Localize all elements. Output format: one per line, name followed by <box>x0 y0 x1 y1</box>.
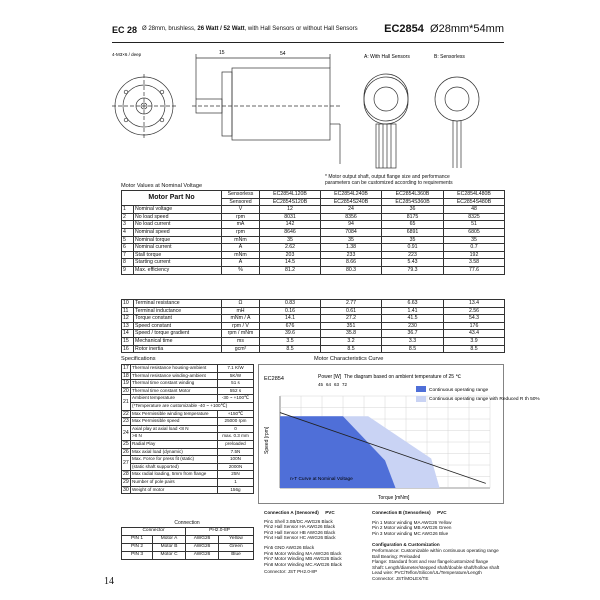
row-number: 15 <box>122 337 134 345</box>
row-name: Speed constant <box>134 322 222 330</box>
spec-row <box>122 418 254 426</box>
row-value: 8031 <box>260 213 321 221</box>
table-row <box>122 213 505 221</box>
row-value: 27.2 <box>321 315 382 323</box>
row-value: 8.66 <box>321 259 382 267</box>
motor-constants-table <box>121 299 505 353</box>
pin-row: Pin 2 Motor winding MB AWG26 Green <box>372 525 452 531</box>
legend-entry: Continuous operating range <box>429 388 489 393</box>
model-sensorless: EC2854L240B <box>321 191 382 199</box>
row-name: No load speed <box>134 213 222 221</box>
spec-value: 100N <box>218 456 254 464</box>
spec-row <box>122 463 254 471</box>
sensored-label: Sensored <box>222 198 260 206</box>
row-unit: mA <box>222 221 260 229</box>
spec-value: 1 <box>218 478 254 486</box>
row-unit: ms <box>222 337 260 345</box>
view-a-label: A: With Hall Sensors <box>364 54 410 60</box>
row-name: Nominal voltage <box>134 206 222 214</box>
row-value: 8356 <box>321 213 382 221</box>
connection-cell: AWG26 <box>186 536 219 544</box>
spec-name: Max Permissible winding temperature <box>131 410 218 418</box>
connection-cell: PIN 3 <box>122 552 153 560</box>
spec-number: 30 <box>123 486 129 493</box>
spec-row <box>122 365 254 373</box>
row-value: 94 <box>321 221 382 229</box>
row-value: 6891 <box>382 228 444 236</box>
row-value: 8646 <box>260 228 321 236</box>
page-number: 14 <box>104 576 114 587</box>
row-value: 233 <box>321 251 382 259</box>
row-name: Starting current <box>134 259 222 267</box>
side-view-flange <box>222 72 232 136</box>
table-row <box>122 228 505 236</box>
row-name: Mechanical time <box>134 337 222 345</box>
spec-number: 22 <box>123 410 129 417</box>
spec-row <box>122 433 254 441</box>
pin-row: Pin4 Hall Sensor HC AWG26 Black <box>264 535 336 541</box>
row-number: 13 <box>122 322 134 330</box>
connection-cell: Blue <box>219 552 254 560</box>
y-axis-label: Speed [rpm] <box>264 426 270 454</box>
chart-title: The diagram based on ambient temperature of 25 ℃ <box>344 374 462 380</box>
row-value: 6.63 <box>382 300 444 308</box>
row-value: 12 <box>260 206 321 214</box>
table-row <box>122 221 505 229</box>
table-row <box>122 300 505 308</box>
connection-a: Connection A (Sensored) PVC Pin1 Shell 3.0B/DC AWG26 Black Pin2 Hall Sensor HA AWG26 Black Pin3 Hall Sensor HB AWG26 Black Pin4 Hall Sensor HC AWG26 Black Pin5 GND AWG26 Black Pin6 Motor Winding MA AWG26 Black Pin7 Motor Winding MB AWG26 Black Pin8 Motor Winding MC AWG26 Black Connector: JST PH2.0-8P <box>264 510 364 575</box>
spec-row <box>122 478 254 486</box>
spec-number: 21 <box>122 395 131 410</box>
row-value: 39.6 <box>260 330 321 338</box>
spec-row <box>122 372 254 380</box>
row-value: 351 <box>321 322 382 330</box>
spec-name: Weight of motor <box>131 486 218 494</box>
row-value: 5.43 <box>382 259 444 267</box>
spec-name: Axial play at axial load <8 N <box>131 425 218 433</box>
row-value: 203 <box>260 251 321 259</box>
spec-row <box>122 395 254 403</box>
spec-number: 24 <box>122 425 131 440</box>
row-value: 7084 <box>321 228 382 236</box>
connection-table <box>121 527 254 560</box>
spec-name: Radial Play <box>131 440 218 448</box>
config-line: Connector: JST/MOLEX/TE <box>372 575 429 581</box>
connection-cell: AWG26 <box>186 552 219 560</box>
table-row <box>122 244 505 252</box>
row-number: 16 <box>122 345 134 353</box>
model-sensored: EC2854S120B <box>260 198 321 206</box>
row-name: Rotor inertia <box>134 345 222 353</box>
spec-subvalue: 2000N <box>218 463 254 471</box>
row-number: 10 <box>122 300 134 308</box>
row-unit: rpm <box>222 213 260 221</box>
config-line: Shaft: Length/diameter/stepped shaft/double shaft/hollow shaft <box>372 564 500 570</box>
row-value: 65 <box>382 221 444 229</box>
spec-number: 27 <box>122 456 131 471</box>
row-unit: Ω <box>222 300 260 308</box>
config-line: Performance: Customizable within continuous operating range <box>372 547 499 553</box>
row-number: 4 <box>122 228 134 236</box>
table-row <box>122 236 505 244</box>
spec-subvalue: max. 0.3 mm <box>218 433 254 441</box>
drawing-note: * Motor output shaft, output flange size and performance parameters can be customized according to requirements <box>325 174 453 186</box>
row-value: 13.4 <box>444 300 505 308</box>
table-row <box>122 315 505 323</box>
spec-table <box>121 364 254 494</box>
row-value: 81.2 <box>260 266 321 274</box>
row-value: 176 <box>444 322 505 330</box>
model-description: Ø 28mm, brushless, 26 Watt / 52 Watt, with Hall Sensors or without Hall Sensors <box>142 26 358 32</box>
spec-name: Thermal resistance housing-ambient <box>131 365 218 373</box>
spec-value: 552 s <box>218 387 254 395</box>
table-row <box>122 259 505 267</box>
spec-value: 25N <box>218 471 254 479</box>
curve-label: n-T Curve at Nominal Voltage <box>290 477 353 482</box>
row-value: 24 <box>321 206 382 214</box>
spec-number: 29 <box>123 479 129 485</box>
connection-cell: Yellow <box>219 536 254 544</box>
dim-left: 15 <box>219 50 225 56</box>
spec-name: Ambient temperature <box>131 395 218 403</box>
row-name: Torque constant <box>134 315 222 323</box>
model-name: EC 28 <box>112 25 138 35</box>
row-value: 77.6 <box>444 266 505 274</box>
spec-row <box>122 440 254 448</box>
model-sensored: EC2854S240B <box>321 198 382 206</box>
connection-cell: AWG26 <box>186 544 219 552</box>
config-line: Lead wire: PVC/Teflon/Silicon/UL/Temperature/Length <box>372 570 482 576</box>
row-value: 36.7 <box>382 330 444 338</box>
row-number: 5 <box>122 236 134 244</box>
row-unit: mNm <box>222 251 260 259</box>
row-value: 48 <box>444 206 505 214</box>
row-value: 8.5 <box>382 345 444 353</box>
row-value: 14.5 <box>260 259 321 267</box>
spec-sub: (static shaft supported) <box>131 463 218 471</box>
row-value: 8.5 <box>321 345 382 353</box>
row-unit: rpm <box>222 228 260 236</box>
row-value: 36 <box>382 206 444 214</box>
row-value: 54.3 <box>444 315 505 323</box>
pin-row: Pin 1 Motor winding MA AWG26 Yellow <box>372 519 452 525</box>
pin-row: Pin8 Motor Winding MC AWG26 Black <box>264 561 342 567</box>
power-tick: 64 <box>326 382 332 387</box>
row-value: 1.38 <box>321 244 382 252</box>
row-value: 35 <box>321 236 382 244</box>
row-number: 12 <box>122 315 134 323</box>
row-value: 3.5 <box>260 337 321 345</box>
spec-sub: >8 N <box>131 433 218 441</box>
row-value: 51 <box>444 221 505 229</box>
legend-entry: Continuous operating range with Reduced R th 50% <box>429 397 540 402</box>
spec-name: Max Permissible speed <box>131 418 218 426</box>
model-sensorless: EC2854L360B <box>382 191 444 199</box>
row-number: 14 <box>122 330 134 338</box>
config-line: Flange: Standard front and rear flange/customized flange <box>372 559 489 565</box>
spec-value: 5K/W <box>218 372 254 380</box>
spec-value: -30 ~ +100℃ <box>218 395 254 403</box>
row-value: 35 <box>444 236 505 244</box>
motor-part-no-label: Motor Part No <box>122 191 222 206</box>
model-sensored: EC2854S360B <box>382 198 444 206</box>
spec-value: 0 <box>218 425 254 433</box>
pin-row: Pin6 Motor Winding MA AWG26 Black <box>264 550 342 556</box>
view-b-label: B: Sensorless <box>434 54 465 60</box>
spec-title: Specifications <box>121 356 156 362</box>
row-value: 192 <box>444 251 505 259</box>
pin-row: Pin2 Hall Sensor HA AWG26 Black <box>264 524 336 530</box>
table-row <box>122 337 505 345</box>
legend-swatch <box>416 386 426 392</box>
row-value: 676 <box>260 322 321 330</box>
spec-name: Max radial loading, 5mm from flange <box>131 471 218 479</box>
connection-cell: Motor C <box>153 552 186 560</box>
row-value: 142 <box>260 221 321 229</box>
spec-row <box>122 425 254 433</box>
page-header <box>112 22 504 43</box>
spec-row <box>122 387 254 395</box>
row-value: 6805 <box>444 228 505 236</box>
row-number: 11 <box>122 307 134 315</box>
connector-note: Connector: JST PH2.0-8P <box>264 569 318 575</box>
connection-row <box>122 536 254 544</box>
curve-title: Motor Characteristics Curve <box>314 356 384 362</box>
values-title: Motor Values at Nominal Voltage <box>121 183 203 189</box>
pin-row: Pin1 Shell 3.0B/DC AWG26 Black <box>264 518 333 524</box>
connection-row <box>122 552 254 560</box>
row-value: 3.2 <box>321 337 382 345</box>
power-tick: 72 <box>342 382 348 387</box>
row-value: 79.3 <box>382 266 444 274</box>
row-unit: mNm / A <box>222 315 260 323</box>
spec-number: 18 <box>123 372 129 379</box>
spec-name: Thermal resistance winding-ambient <box>131 372 218 380</box>
pin-row: Pin 3 Motor winding MC AWG26 Blue <box>372 530 449 536</box>
row-value: 3.3 <box>382 337 444 345</box>
model-code: EC2854 Ø28mm*54mm <box>384 23 504 35</box>
row-name: Speed / torque gradient <box>134 330 222 338</box>
row-unit: A <box>222 244 260 252</box>
row-name: Nominal current <box>134 244 222 252</box>
row-unit: mNm <box>222 236 260 244</box>
row-value: 0.7 <box>444 244 505 252</box>
power-tick: 63 <box>334 382 340 387</box>
spec-number: 19 <box>123 380 129 387</box>
chart-model-label: EC2854 <box>264 376 284 382</box>
spec-number: 25 <box>123 441 129 448</box>
row-unit: V <box>222 206 260 214</box>
spec-name: Thermal time constant Motor <box>131 387 218 395</box>
spec-row <box>122 448 254 456</box>
row-value: 41.5 <box>382 315 444 323</box>
row-number: 3 <box>122 221 134 229</box>
connection-cell: Motor A <box>153 536 186 544</box>
table-row <box>122 307 505 315</box>
config-line: Ball Bearing: Preloaded <box>372 553 421 559</box>
spec-name: Max. Force for press fit (static) <box>131 456 218 464</box>
row-value: 8325 <box>444 213 505 221</box>
table-row <box>122 251 505 259</box>
row-unit: A <box>222 259 260 267</box>
row-value: 3.58 <box>444 259 505 267</box>
spec-name: Number of pole pairs <box>131 478 218 486</box>
connection-cell: Motor B <box>153 544 186 552</box>
spec-number: 17 <box>123 365 129 372</box>
row-value: 2.62 <box>260 244 321 252</box>
spec-row <box>122 471 254 479</box>
spec-number: 28 <box>123 471 129 478</box>
connection-b: Connection B (Sensorless) PVC Pin 1 Motor winding MA AWG26 Yellow Pin 2 Motor winding MB AWG26 Green Pin 3 Motor winding MC AWG26 Blue Configuration & Customization Performance: Customizable within continuous operating range Ball Bearing: Preloaded Flange: Standard front and rear flange/customized flange Shaft: Length/diameter/stepped shaft/double shaft/hollow shaft Lead wire: PVC/Teflon/Silicon/UL/Temperature/Length Connector: JST/MOLEX/TE <box>372 510 504 582</box>
row-name: Terminal inductance <box>134 307 222 315</box>
spec-value: preloaded <box>218 440 254 448</box>
row-value: 35 <box>382 236 444 244</box>
spec-value: 7.5N <box>218 448 254 456</box>
row-value: 8175 <box>382 213 444 221</box>
row-value: 3.9 <box>444 337 505 345</box>
row-value: 0.16 <box>260 307 321 315</box>
connection-title: Connection <box>174 520 200 526</box>
row-value: 8.5 <box>444 345 505 353</box>
row-value: 0.61 <box>321 307 382 315</box>
pin-row: Pin5 GND AWG26 Black <box>264 544 315 550</box>
row-value: 223 <box>382 251 444 259</box>
sensorless-label: Sensorless <box>222 191 260 199</box>
row-number: 1 <box>122 206 134 214</box>
connection-cell: PIN 1 <box>122 536 153 544</box>
spec-row <box>122 380 254 388</box>
row-name: Nominal speed <box>134 228 222 236</box>
pin-row: Pin7 Motor Winding MB AWG26 Black <box>264 556 342 562</box>
row-value: 35.8 <box>321 330 382 338</box>
row-value: 0.83 <box>260 300 321 308</box>
technical-drawing <box>112 44 504 176</box>
power-tick: 45 <box>318 382 324 387</box>
spec-number: 26 <box>123 448 129 455</box>
row-number: 9 <box>122 266 134 274</box>
model-sensorless: EC2854L120B <box>260 191 321 199</box>
spec-number: 20 <box>123 387 129 394</box>
table-row <box>122 330 505 338</box>
spec-row <box>122 402 254 410</box>
characteristics-chart <box>258 364 540 504</box>
row-value: 14.1 <box>260 315 321 323</box>
connection-row <box>122 544 254 552</box>
table-row <box>122 266 505 274</box>
row-value: 1.41 <box>382 307 444 315</box>
row-unit: rpm / V <box>222 322 260 330</box>
row-value: 43.4 <box>444 330 505 338</box>
power-label: Power [W] <box>318 374 342 380</box>
row-number: 7 <box>122 251 134 259</box>
spec-value: 7.1 K/W <box>218 365 254 373</box>
row-value: 35 <box>260 236 321 244</box>
row-number: 2 <box>122 213 134 221</box>
connector-value: PH2.0-8P <box>186 528 254 536</box>
model-sensorless: EC2854L480B <box>444 191 505 199</box>
spec-value: 25000 rpm <box>218 418 254 426</box>
x-axis-label: Torque [mNm] <box>378 495 410 501</box>
row-unit: gcm² <box>222 345 260 353</box>
motor-values-table <box>121 190 505 275</box>
spec-row <box>122 486 254 494</box>
row-unit: mH <box>222 307 260 315</box>
row-value: 2.77 <box>321 300 382 308</box>
spec-sub: (*Temperature are customizable -40 ~ +100℃) <box>131 402 254 410</box>
connection-cell: Green <box>219 544 254 552</box>
spec-name: Max axial load (dynamic) <box>131 448 218 456</box>
spec-value: 51 s <box>218 380 254 388</box>
dim-top: 54 <box>280 51 286 57</box>
row-value: 2.56 <box>444 307 505 315</box>
connection-cell: PIN 2 <box>122 544 153 552</box>
mount-label: 4-M3×6 / deep <box>112 52 142 57</box>
spec-value: +150℃ <box>218 410 254 418</box>
spec-number: 23 <box>123 418 129 425</box>
spec-row <box>122 410 254 418</box>
spec-name: Thermal time constant winding <box>131 380 218 388</box>
legend-swatch <box>416 396 426 402</box>
row-name: Terminal resistance <box>134 300 222 308</box>
row-value: 0.91 <box>382 244 444 252</box>
connector-label: Connector <box>122 528 186 536</box>
row-value: 8.5 <box>260 345 321 353</box>
spec-row <box>122 456 254 464</box>
table-row <box>122 345 505 353</box>
pin-row: Pin3 Hall Sensor HB AWG26 Black <box>264 529 336 535</box>
table-row <box>122 206 505 214</box>
row-name: Stall torque <box>134 251 222 259</box>
row-name: Max. efficiency <box>134 266 222 274</box>
row-name: Nominal torque <box>134 236 222 244</box>
row-name: No load current <box>134 221 222 229</box>
row-number: 8 <box>122 259 134 267</box>
table-row <box>122 322 505 330</box>
row-value: 230 <box>382 322 444 330</box>
row-value: 80.3 <box>321 266 382 274</box>
model-sensored: EC2854S480B <box>444 198 505 206</box>
row-number: 6 <box>122 244 134 252</box>
row-unit: % <box>222 266 260 274</box>
config-title: Configuration & Customization <box>372 542 440 548</box>
row-unit: rpm / mNm <box>222 330 260 338</box>
spec-value: 156g <box>218 486 254 494</box>
